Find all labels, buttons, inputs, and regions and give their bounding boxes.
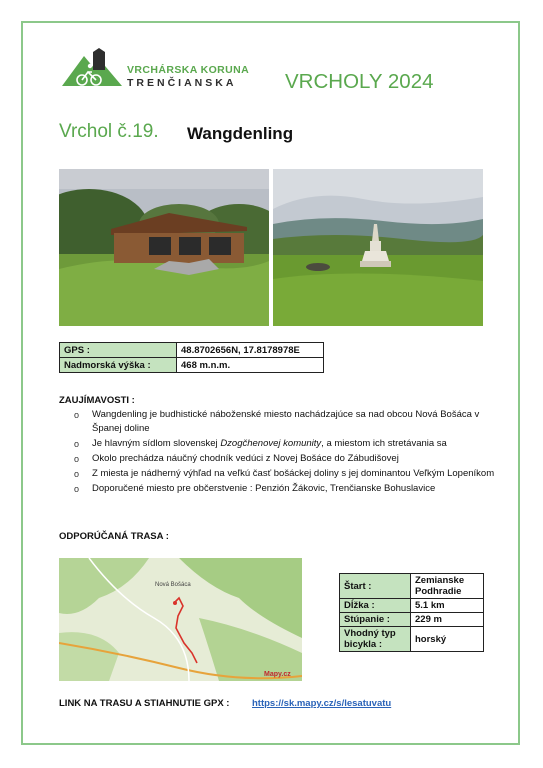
photo-cabin <box>59 169 269 326</box>
photo-stupa <box>273 169 483 326</box>
logo-line1: VRCHÁRSKA KORUNA <box>127 64 250 76</box>
list-item: o Z miesta je nádherný výhľad na veľkú časť bošáckej doliny s jej dominantou Veľkým Lopeníkom <box>72 467 502 481</box>
length-value: 5.1 km <box>411 599 484 613</box>
attractions-heading: ZAUJÍMAVOSTI : <box>59 395 135 406</box>
route-table <box>339 573 484 652</box>
list-item: o Wangdenling je budhistické náboženské miesto nachádzajúce sa nad obcou Nová Bošáca v Španej doline <box>72 408 502 436</box>
table-row <box>340 613 484 627</box>
bike-type-label: Vhodný typ bicykla : <box>340 627 411 652</box>
year-title: VRCHOLY 2024 <box>285 70 434 93</box>
climb-value: 229 m <box>411 613 484 627</box>
start-label: Štart : <box>340 574 411 599</box>
altitude-value: 468 m.n.m. <box>177 358 324 373</box>
map-place-label: Nová Bošáca <box>155 582 191 588</box>
altitude-label: Nadmorská výška : <box>60 358 177 373</box>
gps-value: 48.8702656N, 17.8178978E <box>177 343 324 358</box>
climb-label: Stúpanie : <box>340 613 411 627</box>
table-row <box>60 343 324 358</box>
bike-type-value: horský <box>411 627 484 652</box>
info-table <box>59 342 324 373</box>
table-row <box>340 574 484 599</box>
route-map <box>59 558 302 681</box>
peak-number: Vrchol č.19. <box>59 121 159 142</box>
list-item: o Okolo prechádza náučný chodník vedúci z Novej Bošáce do Zábudišovej <box>72 452 502 466</box>
peak-name: Wangdenling <box>187 124 294 143</box>
gps-label: GPS : <box>60 343 177 358</box>
link-label: LINK NA TRASU A STIAHNUTIE GPX : <box>59 698 230 709</box>
list-item: o Doporučené miesto pre občerstvenie : Penzión Žákovic, Trenčianske Bohuslavice <box>72 482 502 496</box>
attractions-list <box>72 408 502 497</box>
route-heading: ODPORÚČANÁ TRASA : <box>59 531 169 542</box>
table-row <box>60 358 324 373</box>
start-value: Zemianske Podhradie <box>411 574 484 599</box>
table-row <box>340 627 484 652</box>
map-brand-label: Mapy.cz <box>264 671 291 678</box>
length-label: Dĺžka : <box>340 599 411 613</box>
route-link[interactable]: https://sk.mapy.cz/s/lesatuvatu <box>252 698 392 709</box>
list-item: o Je hlavným sídlom slovenskej Dzogčhenovej komunity, a miestom ich stretávania sa <box>72 437 502 451</box>
table-row <box>340 599 484 613</box>
logo-line2: TRENČIANSKA <box>127 77 237 89</box>
